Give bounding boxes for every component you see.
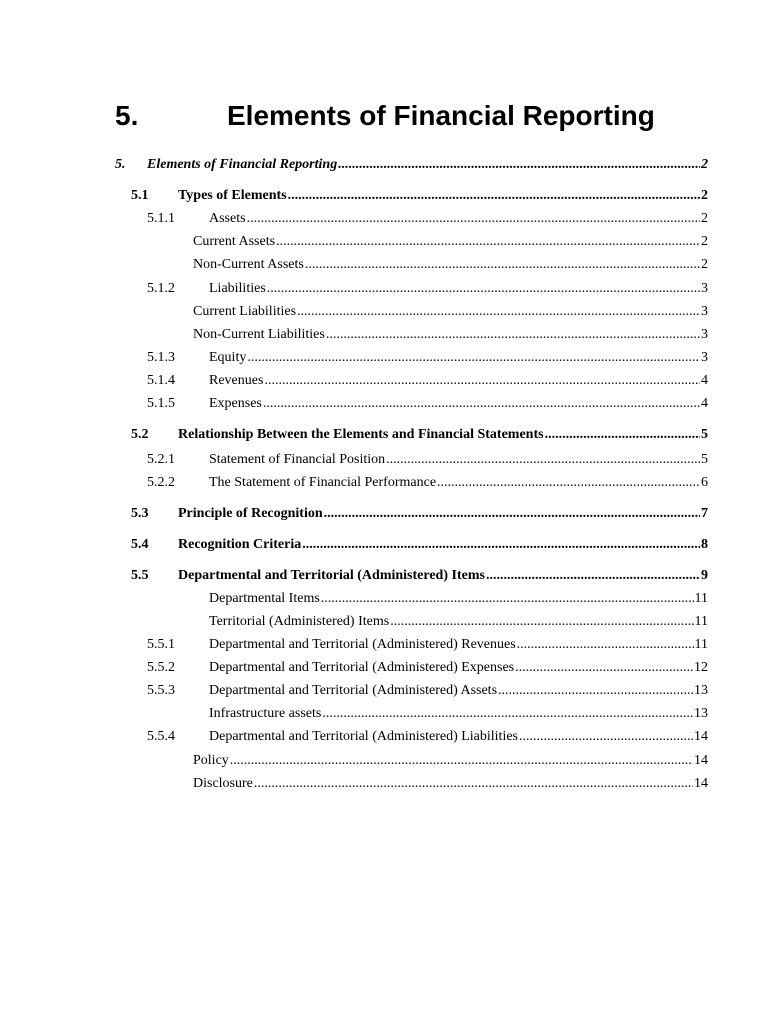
toc-entry[interactable] bbox=[193, 302, 708, 322]
toc-entry[interactable] bbox=[209, 589, 708, 609]
toc-entry-title: Liabilities bbox=[209, 281, 266, 296]
toc-entry[interactable] bbox=[147, 348, 708, 368]
toc-entry[interactable] bbox=[193, 325, 708, 345]
toc-entry[interactable] bbox=[147, 394, 708, 414]
toc-entry-page: 5 bbox=[701, 452, 708, 467]
toc-entry-page: 3 bbox=[701, 304, 708, 319]
toc-leader-dots bbox=[386, 450, 700, 470]
toc-entry-page: 2 bbox=[701, 211, 708, 226]
toc-entry-page: 7 bbox=[701, 506, 708, 521]
toc-entry-number: 5.1.5 bbox=[147, 396, 175, 411]
toc-entry-title: Departmental and Territorial (Administered) Items bbox=[178, 568, 485, 583]
toc-leader-dots bbox=[324, 504, 700, 524]
toc-entry-title: Assets bbox=[209, 211, 246, 226]
toc-entry[interactable] bbox=[147, 450, 708, 470]
toc-entry-page: 12 bbox=[694, 660, 708, 675]
toc-entry-title: Territorial (Administered) Items bbox=[209, 614, 390, 629]
toc-entry-number: 5.4 bbox=[131, 537, 149, 552]
toc-entry[interactable] bbox=[147, 727, 708, 747]
toc-entry[interactable] bbox=[147, 209, 708, 229]
toc-entry-title: Non-Current Assets bbox=[193, 257, 304, 272]
toc-leader-dots bbox=[498, 681, 693, 701]
toc-entry[interactable] bbox=[209, 704, 708, 724]
toc-entry-number: 5.5.4 bbox=[147, 729, 175, 744]
toc-entry-page: 3 bbox=[701, 327, 708, 342]
toc-entry-title: Departmental and Territorial (Administered) Assets bbox=[209, 683, 498, 698]
toc-entry-page: 2 bbox=[701, 234, 708, 249]
toc-entry-page: 14 bbox=[694, 776, 708, 791]
toc-entry[interactable] bbox=[193, 255, 708, 275]
toc-entry-number: 5.2.1 bbox=[147, 452, 175, 467]
toc-entry[interactable] bbox=[193, 751, 708, 771]
toc-entry-title: The Statement of Financial Performance bbox=[209, 475, 437, 490]
toc-entry-title: Disclosure bbox=[193, 776, 253, 791]
toc-entry-title: Equity bbox=[209, 350, 247, 365]
toc-entry-title: Relationship Between the Elements and Financial Statements bbox=[178, 427, 544, 442]
toc-leader-dots bbox=[247, 209, 700, 229]
toc-entry[interactable] bbox=[209, 612, 708, 632]
toc-leader-dots bbox=[263, 394, 700, 414]
toc-entry-page: 14 bbox=[694, 753, 708, 768]
toc-entry-page: 5 bbox=[701, 427, 708, 442]
toc-entry-page: 14 bbox=[694, 729, 708, 744]
toc-leader-dots bbox=[338, 155, 700, 175]
toc-leader-dots bbox=[517, 635, 694, 655]
toc-entry-page: 4 bbox=[701, 373, 708, 388]
toc-entry[interactable] bbox=[131, 535, 708, 555]
toc-entry-page: 4 bbox=[701, 396, 708, 411]
toc-leader-dots bbox=[322, 704, 693, 724]
toc-entry-number: 5.2.2 bbox=[147, 475, 175, 490]
toc-entry-number: 5.5.3 bbox=[147, 683, 175, 698]
toc-entry-page: 2 bbox=[701, 157, 708, 172]
toc-entry[interactable] bbox=[147, 658, 708, 678]
toc-entry-title: Departmental and Territorial (Administered) Expenses bbox=[209, 660, 515, 675]
toc-leader-dots bbox=[276, 232, 700, 252]
toc-leader-dots bbox=[288, 186, 700, 206]
toc-entry-number: 5.1.2 bbox=[147, 281, 175, 296]
toc-leader-dots bbox=[515, 658, 693, 678]
toc-entry-title: Departmental and Territorial (Administered) Liabilities bbox=[209, 729, 518, 744]
heading-title: Elements of Financial Reporting bbox=[227, 100, 655, 131]
toc-entry[interactable] bbox=[147, 371, 708, 391]
toc-entry-number: 5.5.2 bbox=[147, 660, 175, 675]
toc-entry-title: Types of Elements bbox=[178, 188, 287, 203]
toc-entry-title: Expenses bbox=[209, 396, 262, 411]
toc-entry[interactable] bbox=[131, 566, 708, 586]
toc-entry-number: 5.2 bbox=[131, 427, 149, 442]
toc-entry-title: Departmental Items bbox=[209, 591, 320, 606]
heading-number: 5. bbox=[115, 100, 139, 131]
toc-entry-page: 11 bbox=[694, 637, 708, 652]
toc-leader-dots bbox=[437, 473, 700, 493]
toc-leader-dots bbox=[545, 425, 700, 445]
toc-leader-dots bbox=[326, 325, 700, 345]
toc-entry-number: 5.1.3 bbox=[147, 350, 175, 365]
toc-leader-dots bbox=[247, 348, 700, 368]
toc-entry-title: Statement of Financial Position bbox=[209, 452, 386, 467]
toc-entry-page: 9 bbox=[701, 568, 708, 583]
toc-entry[interactable] bbox=[131, 425, 708, 445]
toc-entry-page: 8 bbox=[701, 537, 708, 552]
toc-entry-page: 2 bbox=[701, 257, 708, 272]
toc-entry-page: 6 bbox=[701, 475, 708, 490]
toc-entry-title: Current Liabilities bbox=[193, 304, 297, 319]
toc-leader-dots bbox=[264, 371, 700, 391]
toc-entry-title: Elements of Financial Reporting bbox=[147, 157, 338, 172]
toc-entry-number: 5.1 bbox=[131, 188, 149, 203]
toc-entry[interactable] bbox=[131, 186, 708, 206]
toc-entry[interactable] bbox=[193, 232, 708, 252]
toc-leader-dots bbox=[267, 279, 700, 299]
toc-leader-dots bbox=[390, 612, 693, 632]
toc-entry-title: Infrastructure assets bbox=[209, 706, 322, 721]
toc-entry-number: 5.3 bbox=[131, 506, 149, 521]
toc-leader-dots bbox=[230, 751, 693, 771]
toc-entry-number: 5.5.1 bbox=[147, 637, 175, 652]
toc-entry-title: Revenues bbox=[209, 373, 264, 388]
toc-entry-page: 13 bbox=[694, 706, 708, 721]
toc-entry-number: 5.1.1 bbox=[147, 211, 175, 226]
page-heading bbox=[115, 98, 715, 134]
toc-entry[interactable] bbox=[193, 774, 708, 794]
toc-leader-dots bbox=[519, 727, 693, 747]
toc-entry-title: Departmental and Territorial (Administered) Revenues bbox=[209, 637, 516, 652]
toc-entry-title: Policy bbox=[193, 753, 229, 768]
toc-entry-number: 5.5 bbox=[131, 568, 149, 583]
toc-entry[interactable] bbox=[147, 279, 708, 299]
toc-entry[interactable] bbox=[147, 635, 708, 655]
toc-entry-page: 11 bbox=[694, 591, 708, 606]
toc-entry-title: Non-Current Liabilities bbox=[193, 327, 325, 342]
toc-entry-page: 13 bbox=[694, 683, 708, 698]
toc-entry-title: Principle of Recognition bbox=[178, 506, 323, 521]
toc-entry-page: 2 bbox=[701, 188, 708, 203]
toc-entry[interactable] bbox=[115, 155, 708, 175]
toc-entry-number: 5. bbox=[115, 157, 126, 172]
toc-leader-dots bbox=[305, 255, 700, 275]
toc-entry[interactable] bbox=[131, 504, 708, 524]
toc-entry-title: Current Assets bbox=[193, 234, 276, 249]
toc-entry[interactable] bbox=[147, 681, 708, 701]
toc-entry-page: 3 bbox=[701, 281, 708, 296]
toc-leader-dots bbox=[254, 774, 693, 794]
toc-entry[interactable] bbox=[147, 473, 708, 493]
toc-entry-number: 5.1.4 bbox=[147, 373, 175, 388]
toc-entry-page: 3 bbox=[701, 350, 708, 365]
toc-entry-title: Recognition Criteria bbox=[178, 537, 302, 552]
toc-leader-dots bbox=[302, 535, 700, 555]
toc-leader-dots bbox=[321, 589, 694, 609]
toc-leader-dots bbox=[297, 302, 700, 322]
toc-leader-dots bbox=[486, 566, 700, 586]
toc-entry-page: 11 bbox=[694, 614, 708, 629]
